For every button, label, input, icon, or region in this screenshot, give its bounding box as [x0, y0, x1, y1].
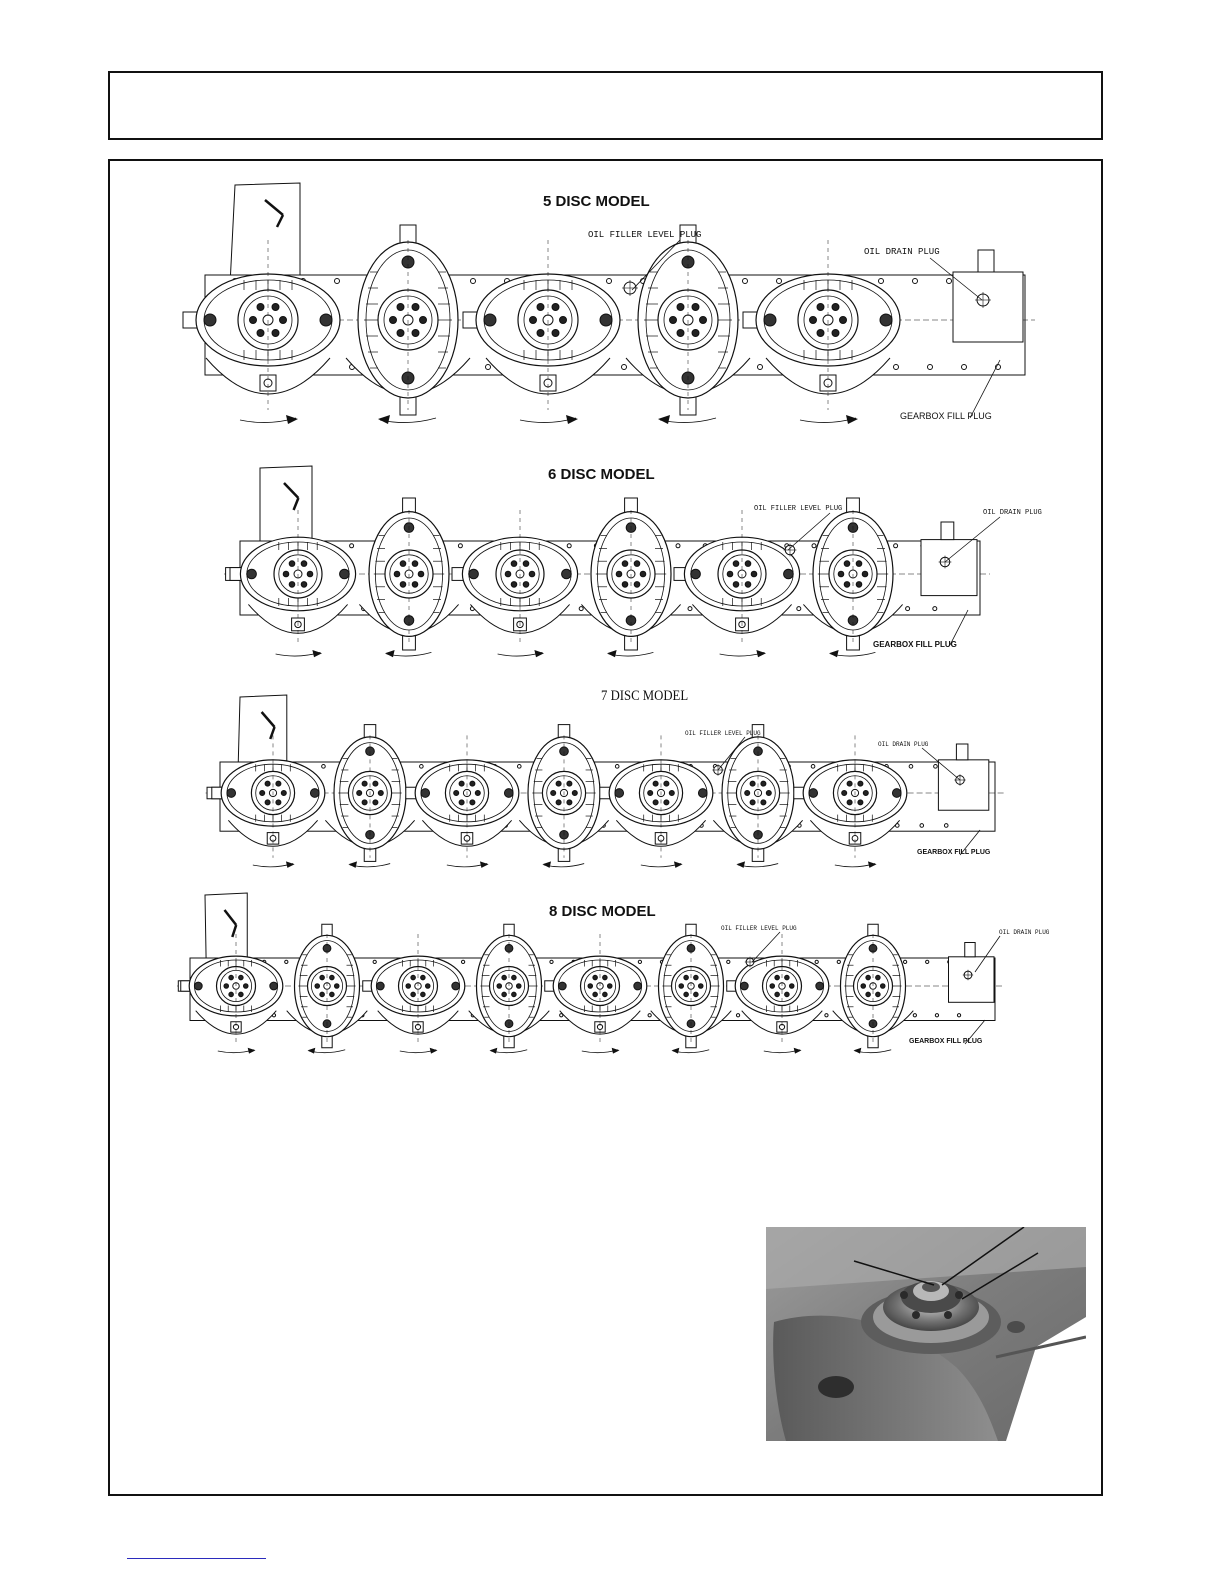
callout-oil-drain-7: OIL DRAIN PLUG: [878, 741, 929, 748]
callout-gearbox-fill-7: GEARBOX FILL PLUG: [917, 849, 991, 856]
disc-5: [600, 735, 713, 867]
callout-oil-filler-8: OIL FILLER LEVEL PLUG: [721, 925, 797, 932]
model-title-5-disc: 5 DISC MODEL: [543, 193, 650, 210]
disc-7: [727, 934, 829, 1054]
callout-gearbox-fill-5: GEARBOX FILL PLUG: [900, 411, 992, 421]
callout-oil-drain-5: OIL DRAIN PLUG: [864, 247, 940, 257]
callout-oil-filler-6: OIL FILLER LEVEL PLUG: [754, 505, 843, 513]
cutterbar-model-7: [206, 695, 1005, 868]
disc-5: [674, 510, 800, 657]
disc-8: [833, 924, 914, 1053]
callout-oil-drain-6: OIL DRAIN PLUG: [983, 509, 1042, 517]
model-title-8-disc: 8 DISC MODEL: [549, 903, 656, 920]
disc-3: [363, 934, 465, 1054]
disc-6: [651, 924, 732, 1053]
cutterbar-model-6: [224, 466, 990, 657]
disc-2: [359, 498, 458, 657]
disc-6: [803, 498, 902, 657]
disc-5: [743, 240, 900, 424]
disc-3: [463, 240, 620, 424]
disc-2: [325, 725, 414, 868]
cutterbar-model-5: [183, 183, 1035, 424]
footer-link-line: [127, 1558, 266, 1559]
disc-4: [581, 498, 680, 657]
model-title-6-disc: 6 DISC MODEL: [548, 466, 655, 483]
disc-5: [545, 934, 647, 1054]
gearbox-5: [953, 250, 1023, 342]
gearbox-8: [949, 943, 995, 1003]
disc-4: [469, 924, 550, 1053]
disc-hub-photo: [766, 1227, 1086, 1441]
callout-oil-drain-8: OIL DRAIN PLUG: [999, 929, 1050, 936]
disc-7: [794, 735, 907, 867]
callout-oil-filler-7: OIL FILLER LEVEL PLUG: [685, 730, 761, 737]
callout-oil-filler-5: OIL FILLER LEVEL PLUG: [588, 230, 702, 240]
disc-3: [452, 510, 578, 657]
disc-3: [406, 735, 519, 867]
model-title-7-disc: 7 DISC MODEL: [601, 688, 689, 704]
disc-6: [713, 725, 802, 868]
disc-2: [346, 225, 470, 424]
callout-gearbox-fill-6: GEARBOX FILL PLUG: [873, 640, 957, 649]
disc-2: [287, 924, 368, 1053]
disc-4: [626, 225, 750, 424]
disc-4: [519, 725, 608, 868]
gearbox-7: [938, 744, 988, 810]
callout-gearbox-fill-8: GEARBOX FILL PLUG: [909, 1038, 983, 1045]
